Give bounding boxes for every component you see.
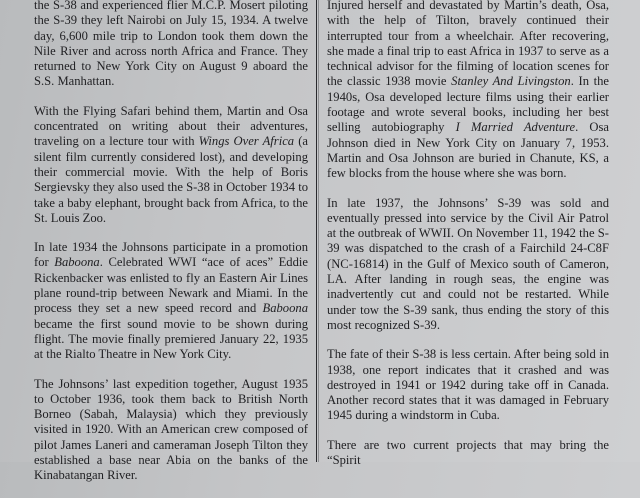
text-run: . In the 1940s, Osa developed lecture films using their earlier footage and wrote several books, including her best selling autobiography (327, 74, 610, 135)
paragraph (34, 104, 308, 226)
paragraph (34, 0, 308, 90)
column-divider-shadow (318, 0, 319, 462)
paragraph (34, 377, 308, 484)
text-run: (a silent film currently considered lost), and developing their commercial movie. With the help of Boris Sergievsky they also used the S-38 in October 1934 to take a baby elephant, brought back from Africa, to the St. Louis Zoo. (34, 134, 308, 225)
paragraph (327, 347, 609, 423)
text-run: became the first sound movie to be shown during flight. The movie finally premiered January 22, 1935 at the Rialto Theatre in New York City. (34, 316, 308, 362)
italic-title: Wings Over Africa (198, 134, 295, 149)
text-run: Injured herself and devastated by Martin’s death, Osa, with the help of Tilton, bravely continued their interrupted tour from a wheelchair. After recovering, she made a final trip to east Africa in 1937 to serve as a technical advisor for the filming of location scenes for the classic 1938 movie (327, 0, 609, 89)
column-divider (316, 0, 317, 462)
paragraph (327, 438, 609, 469)
text-run: There are two current projects that may bring the “Spirit (327, 437, 609, 468)
right-text-column (327, 0, 609, 482)
text-run: In late 1937, the Johnsons’ S-39 was sold and eventually pressed into service by the Civil Air Patrol at the outbreak of WWII. On November 11, 1942 the S-39 was dispatched to the crash of a Fairchild 24-C8F (NC-16814) in the Gulf of Mexico south of Cameron, LA. After landing in rough seas, the engine was inadvertently cut and could not be restarted. While under tow the S-39 sank, thus ending the story of this most recognized S-39. (327, 195, 609, 332)
text-run: . Osa Johnson died in New York City on January 7, 1953. Martin and Osa Johnson are buried in Chanute, KS, a few blocks from the house where she was born. (327, 120, 609, 181)
text-run: With the Flying Safari behind them, Martin and Osa concentrated on writing about their adventures, traveling on a lecture tour with (34, 103, 308, 149)
paragraph (34, 240, 308, 362)
italic-title: Baboona (262, 301, 308, 316)
paragraph (327, 0, 609, 182)
text-run: . Celebrated WWI “ace of aces” Eddie Rickenbacker was enlisted to fly an Eastern Air Lines plane round-trip between Newark and Miami. In the process they set a new speed record and (34, 255, 308, 316)
italic-title: Stanley And Livingston (451, 74, 571, 89)
text-run: The fate of their S-38 is less certain. After being sold in 1938, one report indicates that it crashed and was destroyed in 1941 or 1942 during take off in Canada. Another record states that it was damaged in February 1945 during a windstorm in Cuba. (327, 347, 609, 423)
paragraph (327, 196, 609, 334)
italic-title: I Married Adventure (455, 120, 576, 135)
text-run: The Johnsons’ last expedition together, August 1935 to October 1936, took them back to British North Borneo (Sabah, Malaysia) which they previously visited in 1920. With an American crew composed of pilot James Laneri and cameraman Joseph Tilton they established a base near Abia on the banks of the Kinabatangan River. (34, 376, 308, 483)
italic-title: Baboona (54, 255, 100, 270)
text-run: the S-38 and experienced flier M.C.P. Mosert piloting the S-39 they left Nairobi on July 15, 1934. A twelve day, 6,600 mile trip to London took them down the Nile River and across north Africa and France. They returned to New York City on August 9 aboard the S.S. Manhattan. (34, 0, 308, 89)
left-text-column (34, 0, 308, 498)
text-run: In late 1934 the Johnsons participate in a promotion for (34, 240, 308, 270)
